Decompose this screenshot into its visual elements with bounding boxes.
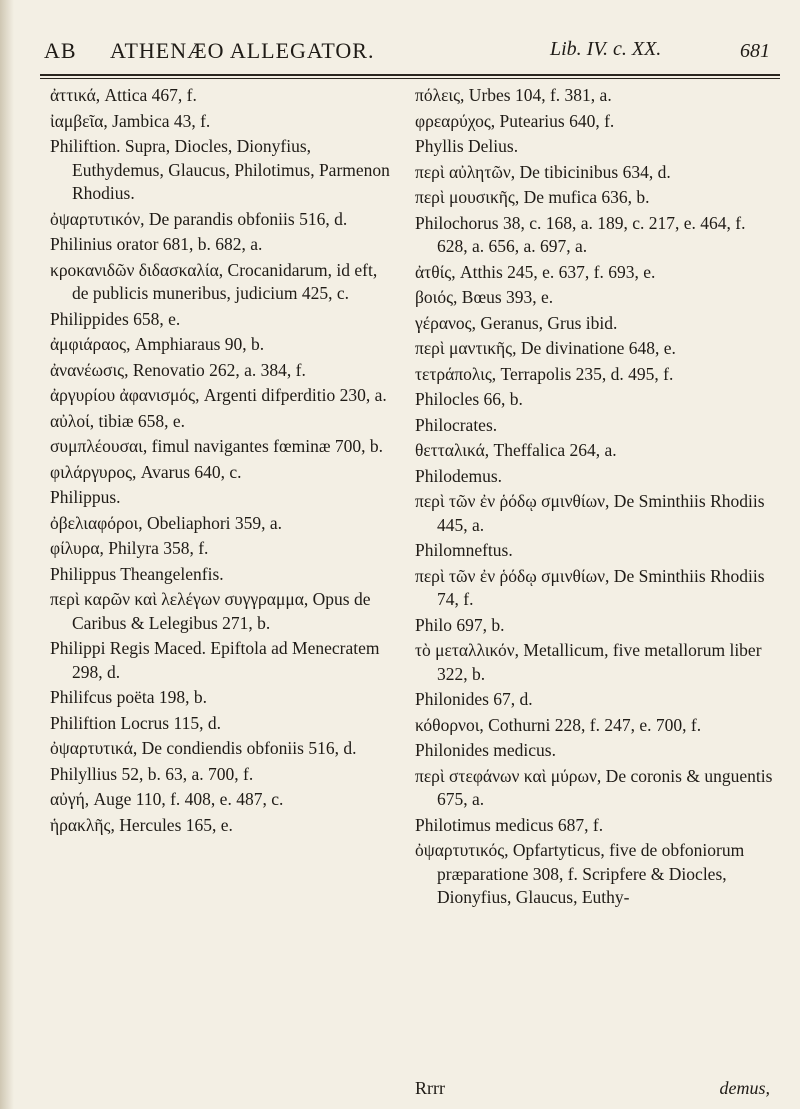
header-section-ref: Lib. IV. c. XX. xyxy=(550,38,662,60)
index-entry: Philochorus 38, c. 168, a. 189, c. 217, e. 464, f. 628, a. 656, a. 697, a. xyxy=(415,212,746,256)
index-entry: φιλάργυρος, Avarus 640, c. xyxy=(50,461,242,482)
running-header xyxy=(40,28,780,76)
index-entry: ἀμφιάραος, Amphiaraus 90, b. xyxy=(50,334,265,354)
index-entry: ἰαμβεῖα, Jambica 43, f. xyxy=(50,110,211,131)
index-entry: Philippus. xyxy=(50,487,121,507)
index-entry: περὶ τῶν ἐν ῥόδῳ σμινθίων, De Sminthiis Rhodiis 445, a. xyxy=(415,491,765,535)
index-entry: Philonides medicus. xyxy=(415,740,556,760)
index-entry: περὶ αὐλητῶν, De tibicinibus 634, d. xyxy=(415,161,671,182)
index-column-right xyxy=(415,84,775,912)
index-entry: φίλυρα, Philyra 358, f. xyxy=(50,538,209,558)
index-entry: Philippus Theangelenfis. xyxy=(50,563,224,584)
index-entry: αὐλοί, tibiæ 658, e. xyxy=(50,410,186,431)
index-entry: αὐγή, Auge 110, f. 408, e. 487, c. xyxy=(50,789,284,809)
index-entry: θετταλικά, Theffalica 264, a. xyxy=(415,440,617,460)
index-entry: ἀργυρίου ἀφανισμός, Argenti difperditio 230, a. xyxy=(50,385,387,405)
page-gutter-shadow xyxy=(0,0,14,1109)
index-entry: ἡρακλῆς, Hercules 165, e. xyxy=(50,814,233,835)
index-entry: περὶ τῶν ἐν ῥόδῳ σμινθίων, De Sminthiis Rhodiis 74, f. xyxy=(415,565,765,609)
index-entry: Philomneftus. xyxy=(415,540,513,560)
index-entry: περὶ στεφάνων καὶ μύρων, De coronis & unguentis 675, a. xyxy=(415,765,773,809)
index-entry: τετράπολις, Terrapolis 235, d. 495, f. xyxy=(415,363,674,384)
index-entry: ὀψαρτυτικόν, De parandis obfoniis 516, d. xyxy=(50,208,348,229)
index-entry: Philinius orator 681, b. 682, a. xyxy=(50,234,263,254)
index-entry: Philocrates. xyxy=(415,414,498,435)
index-entry: ἀνανέωσις, Renovatio 262, a. 384, f. xyxy=(50,359,306,380)
index-entry: Philocles 66, b. xyxy=(415,389,523,409)
index-entry: Philifcus poëta 198, b. xyxy=(50,687,207,707)
index-column-left xyxy=(50,84,390,839)
index-entry: Philotimus medicus 687, f. xyxy=(415,814,604,835)
index-entry: τὸ μεταλλικόν, Metallicum, five metallorum liber 322, b. xyxy=(415,640,762,684)
header-rule xyxy=(40,78,780,79)
header-folio-left: AB xyxy=(44,38,77,63)
index-entry: κροκανιδῶν διδασκαλία, Crocanidarum, id eft, de publicis muneribus, judicium 425, c. xyxy=(50,259,378,303)
header-page-number: 681 xyxy=(740,40,770,62)
index-entry: φρεαρύχος, Putearius 640, f. xyxy=(415,110,615,131)
index-entry: Philyllius 52, b. 63, a. 700, f. xyxy=(50,763,254,784)
index-entry: Philo 697, b. xyxy=(415,614,505,635)
index-entry: βοιός, Bœus 393, e. xyxy=(415,287,554,307)
index-entry: Philodemus. xyxy=(415,465,503,486)
index-entry: ὀψαρτυτικά, De condiendis obfoniis 516, d. xyxy=(50,738,357,758)
index-entry: κόθορνοι, Cothurni 228, f. 247, e. 700, f. xyxy=(415,714,702,735)
catchword: demus, xyxy=(719,1078,770,1098)
index-entry: ἀτθίς, Atthis 245, e. 637, f. 693, e. xyxy=(415,261,656,282)
index-entry: ὀψαρτυτικός, Opfartyticus, five de obfoniorum præparatione 308, f. Scripfere & Diocles, Dionyfius, Glaucus, Euthy- xyxy=(415,840,745,907)
index-entry: γέρανος, Geranus, Grus ibid. xyxy=(415,312,618,333)
header-running-title: ATHENÆO ALLEGATOR. xyxy=(110,38,375,63)
index-entry: Philippi Regis Maced. Epiftola ad Menecratem 298, d. xyxy=(50,638,380,682)
index-entry: ἀττικά, Attica 467, f. xyxy=(50,85,197,105)
index-entry: Philonides 67, d. xyxy=(415,689,533,709)
index-entry: Philiftion. Supra, Diocles, Dionyfius, Euthydemus, Glaucus, Philotimus, Parmenon Rhodius. xyxy=(50,136,390,203)
index-entry: συμπλέουσαι, fimul navigantes fœminæ 700, b. xyxy=(50,436,383,456)
signature-mark: Rrrr xyxy=(415,1078,445,1098)
index-entry: Philippides 658, e. xyxy=(50,308,181,329)
index-entry: περὶ μαντικῆς, De divinatione 648, e. xyxy=(415,338,676,358)
index-entry: Phyllis Delius. xyxy=(415,136,519,156)
index-entry: περὶ μουσικῆς, De mufica 636, b. xyxy=(415,187,650,207)
index-entry: πόλεις, Urbes 104, f. 381, a. xyxy=(415,85,612,105)
index-entry: ὀβελιαφόροι, Obeliaphori 359, a. xyxy=(50,512,283,533)
index-entry: περὶ καρῶν καὶ λελέγων συγγραμμα, Opus de Caribus & Lelegibus 271, b. xyxy=(50,589,371,633)
index-entry: Philiftion Locrus 115, d. xyxy=(50,712,221,733)
